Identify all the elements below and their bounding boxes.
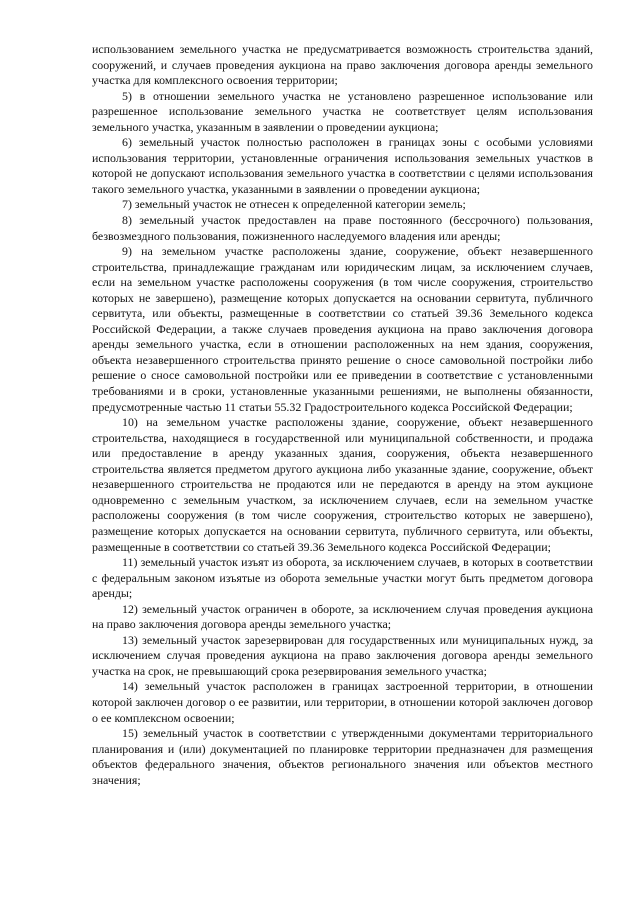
paragraph-item-12: 12) земельный участок ограничен в обороте, за исключением случая проведения аукциона на право заключения договора аренды земельного участка; (92, 601, 593, 632)
paragraph-item-7: 7) земельный участок не отнесен к определенной категории земель; (122, 197, 466, 212)
paragraph-continuation: использованием земельного участка не предусматривается возможность строительства зданий, сооружений, и случаев проведения аукциона на право заключения договора аренды земельного участка для комплексного освоения территории; (92, 42, 593, 88)
paragraph-item-13: 13) земельный участок зарезервирован для государственных или муниципальных нужд, за исключением случая проведения аукциона на право заключения договора аренды земельного участка на срок, не превышающий срока резервирования земельного участка; (92, 632, 593, 678)
paragraph-item-5: 5) в отношении земельного участка не установлено разрешенное использование или разрешенное использование земельного участка не соответствует целям использования земельного участка, указанным в заявлении о проведении аукциона; (92, 88, 593, 134)
document-page (92, 42, 593, 788)
paragraph-item-14: 14) земельный участок расположен в границах застроенной территории, в отношении которой заключен договор о ее развитии, или территории, в отношении которой заключен договор о ее комплексном освоении; (92, 679, 593, 725)
paragraph-item-6: 6) земельный участок полностью расположен в границах зоны с особыми условиями использования территории, установленные ограничения использования земельных участков в которой не допускают использования земельного участка в соответствии с целями использования такого земельного участка, указанными в заявлении о проведении аукциона; (92, 135, 593, 196)
paragraph-item-8: 8) земельный участок предоставлен на праве постоянного (бессрочного) пользования, безвозмездного пользования, пожизненного наследуемого владения или аренды; (92, 213, 593, 243)
paragraph-item-10: 10) на земельном участке расположены здание, сооружение, объект незавершенного строительства, находящиеся в государственной или муниципальной собственности, и продажа или предоставление в аренду указанных здания, сооружения, объекта незавершенного строительства является предметом другого аукциона либо указанные здание, сооружение, объект незавершенного строительства не продаются или не передаются в аренду на этом аукционе одновременно с земельным участком, за исключением случаев, если на земельном участке расположены сооружения (в том числе сооружения, строительство которых не завершено), размещение которых допускается на основании сервитута, публичного сервитута, или объекты, размещенные в соответствии со статьей 39.36 Земельного кодекса Российской Федерации; (92, 415, 593, 554)
paragraph-item-9: 9) на земельном участке расположены здание, сооружение, объект незавершенного строительства, принадлежащие гражданам или юридическим лицам, за исключением случаев, если на земельном участке расположены сооружения (в том числе сооружения, строительство которых не завершено), размещение которых допускается на основании сервитута, публичного сервитута, или объекты, размещенные в соответствии со статьей 39.36 Земельного кодекса Российской Федерации, а также случаев проведения аукциона на право заключения договора аренды земельного участка, если в отношении расположенных на нем здания, сооружения, объекта незавершенного строительства принято решение о сносе самовольной постройки либо решение о сносе самовольной постройки или ее приведении в соответствие с установленными требованиями и в сроки, установленные указанными решениями, не выполнены обязанности, предусмотренные частью 11 статьи 55.32 Градостроительного кодекса Российской Федерации; (92, 244, 593, 414)
paragraph-item-15: 15) земельный участок в соответствии с утвержденными документами территориального планирования и (или) документацией по планировке территории предназначен для размещения объектов федерального значения, объектов регионального значения или объектов местного значения; (92, 726, 593, 787)
paragraph-item-11: 11) земельный участок изъят из оборота, за исключением случаев, в которых в соответствии с федеральным законом изъятые из оборота земельные участки могут быть предметом договора аренды; (92, 555, 593, 601)
